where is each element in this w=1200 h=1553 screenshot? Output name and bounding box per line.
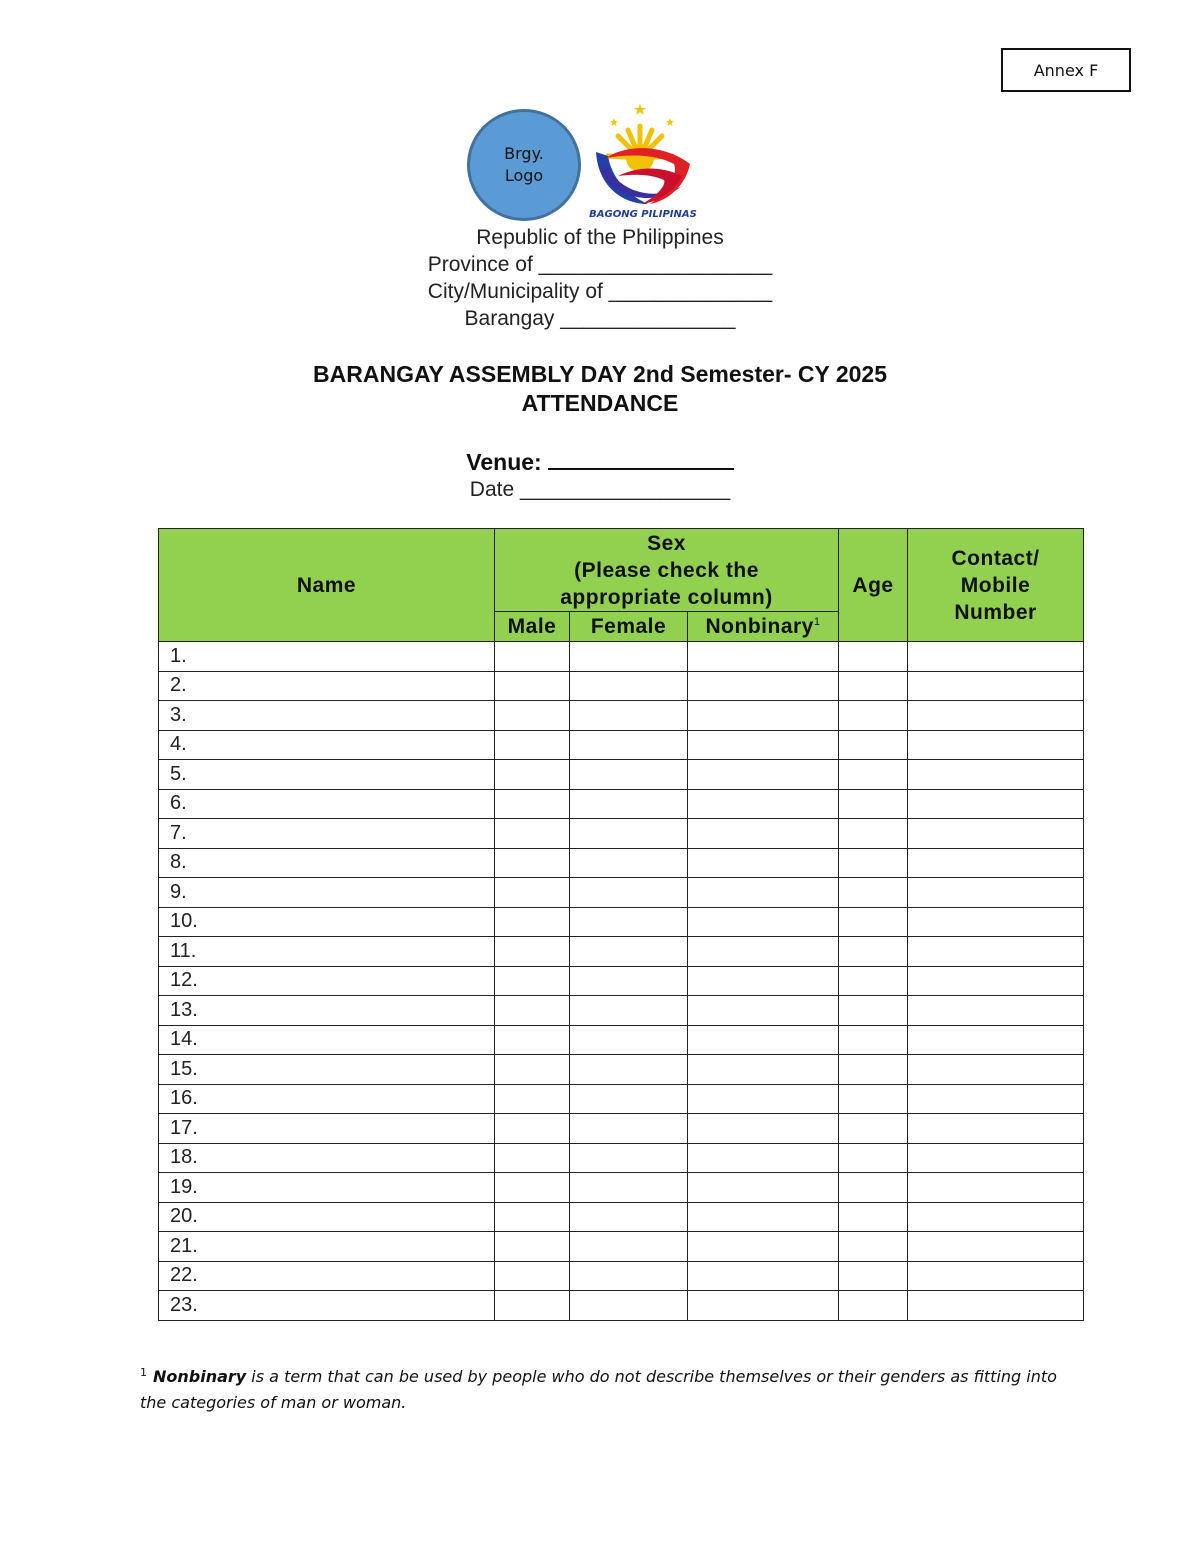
contact-cell[interactable] bbox=[908, 1025, 1084, 1055]
table-row bbox=[159, 1291, 1084, 1321]
contact-cell[interactable] bbox=[908, 1261, 1084, 1291]
age-cell[interactable] bbox=[839, 789, 908, 819]
male-cell[interactable] bbox=[495, 1025, 570, 1055]
contact-cell[interactable] bbox=[908, 701, 1084, 731]
male-cell[interactable] bbox=[495, 760, 570, 790]
name-cell[interactable]: 19. bbox=[159, 1173, 495, 1203]
name-cell[interactable]: 9. bbox=[159, 878, 495, 908]
contact-cell[interactable] bbox=[908, 1055, 1084, 1085]
name-cell[interactable]: 3. bbox=[159, 701, 495, 731]
table-row bbox=[159, 937, 1084, 967]
contact-cell[interactable] bbox=[908, 907, 1084, 937]
contact-cell[interactable] bbox=[908, 1114, 1084, 1144]
male-cell[interactable] bbox=[495, 642, 570, 672]
age-cell[interactable] bbox=[839, 1084, 908, 1114]
table-row bbox=[159, 671, 1084, 701]
nonbinary-cell[interactable] bbox=[688, 907, 839, 937]
footnote-mark: 1 bbox=[140, 1365, 147, 1379]
name-cell[interactable]: 21. bbox=[159, 1232, 495, 1262]
republic-line: Republic of the Philippines bbox=[476, 226, 724, 249]
nonbinary-cell[interactable] bbox=[688, 1143, 839, 1173]
nonbinary-cell[interactable] bbox=[688, 1025, 839, 1055]
female-cell[interactable] bbox=[570, 730, 688, 760]
document-title bbox=[0, 360, 1200, 418]
sex-title: Sex bbox=[647, 531, 686, 555]
table-row bbox=[159, 1232, 1084, 1262]
age-cell[interactable] bbox=[839, 671, 908, 701]
age-column-header: Age bbox=[839, 529, 908, 642]
female-cell[interactable] bbox=[570, 1291, 688, 1321]
female-cell[interactable] bbox=[570, 966, 688, 996]
nonbinary-cell[interactable] bbox=[688, 1114, 839, 1144]
female-cell[interactable] bbox=[570, 1173, 688, 1203]
venue-field bbox=[0, 446, 1200, 476]
male-cell[interactable] bbox=[495, 907, 570, 937]
name-cell[interactable]: 12. bbox=[159, 966, 495, 996]
table-row bbox=[159, 1173, 1084, 1203]
contact-cell[interactable] bbox=[908, 789, 1084, 819]
footnote-text: is a term that can be used by people who do not describe themselves or their genders as fitting into the categories of man or woman. bbox=[140, 1367, 1057, 1412]
table-row bbox=[159, 1114, 1084, 1144]
male-cell[interactable] bbox=[495, 878, 570, 908]
footnote-marker: 1 bbox=[813, 615, 821, 628]
female-cell[interactable] bbox=[570, 760, 688, 790]
male-cell[interactable] bbox=[495, 730, 570, 760]
nonbinary-cell[interactable] bbox=[688, 730, 839, 760]
male-cell[interactable] bbox=[495, 966, 570, 996]
barangay-line: Barangay _______________ bbox=[464, 307, 736, 330]
age-cell[interactable] bbox=[839, 1261, 908, 1291]
nonbinary-cell[interactable] bbox=[688, 671, 839, 701]
age-cell[interactable] bbox=[839, 1202, 908, 1232]
sex-column-header bbox=[495, 529, 839, 612]
name-cell[interactable]: 20. bbox=[159, 1202, 495, 1232]
contact-cell[interactable] bbox=[908, 760, 1084, 790]
male-cell[interactable] bbox=[495, 1084, 570, 1114]
nonbinary-cell[interactable] bbox=[688, 1055, 839, 1085]
male-cell[interactable] bbox=[495, 819, 570, 849]
annex-label: Annex F bbox=[1001, 48, 1131, 92]
contact-cell[interactable] bbox=[908, 966, 1084, 996]
bagong-pilipinas-text: BAGONG PILIPINAS bbox=[589, 209, 697, 220]
nonbinary-cell[interactable] bbox=[688, 1173, 839, 1203]
female-cell[interactable] bbox=[570, 878, 688, 908]
age-cell[interactable] bbox=[839, 701, 908, 731]
nonbinary-cell[interactable] bbox=[688, 966, 839, 996]
name-cell[interactable]: 18. bbox=[159, 1143, 495, 1173]
male-cell[interactable] bbox=[495, 1114, 570, 1144]
nonbinary-cell[interactable] bbox=[688, 937, 839, 967]
title-line1: BARANGAY ASSEMBLY DAY 2nd Semester- CY 2025 bbox=[313, 361, 887, 387]
female-cell[interactable] bbox=[570, 671, 688, 701]
name-cell[interactable]: 4. bbox=[159, 730, 495, 760]
brgy-logo-line2: Logo bbox=[504, 166, 544, 185]
age-cell[interactable] bbox=[839, 642, 908, 672]
table-row bbox=[159, 1084, 1084, 1114]
contact-cell[interactable] bbox=[908, 848, 1084, 878]
nonbinary-cell[interactable] bbox=[688, 1202, 839, 1232]
age-cell[interactable] bbox=[839, 1025, 908, 1055]
brgy-logo-line1: Brgy. bbox=[504, 144, 544, 163]
table-row bbox=[159, 878, 1084, 908]
name-cell[interactable]: 16. bbox=[159, 1084, 495, 1114]
bagong-pilipinas-logo bbox=[578, 100, 708, 222]
contact-column-header: Contact/ Mobile Number bbox=[908, 529, 1084, 642]
contact-cell[interactable] bbox=[908, 642, 1084, 672]
name-cell[interactable]: 1. bbox=[159, 642, 495, 672]
nonbinary-cell[interactable] bbox=[688, 1084, 839, 1114]
nonbinary-cell[interactable] bbox=[688, 1261, 839, 1291]
table-row bbox=[159, 966, 1084, 996]
title-line2: ATTENDANCE bbox=[521, 390, 679, 416]
age-cell[interactable] bbox=[839, 1232, 908, 1262]
age-cell[interactable] bbox=[839, 937, 908, 967]
male-cell[interactable] bbox=[495, 1291, 570, 1321]
table-row bbox=[159, 1261, 1084, 1291]
female-cell[interactable] bbox=[570, 701, 688, 731]
age-cell[interactable] bbox=[839, 907, 908, 937]
female-column-header: Female bbox=[570, 612, 688, 642]
table-row bbox=[159, 848, 1084, 878]
age-cell[interactable] bbox=[839, 1291, 908, 1321]
male-cell[interactable] bbox=[495, 1202, 570, 1232]
male-cell[interactable] bbox=[495, 789, 570, 819]
sex-note-line1: (Please check the bbox=[574, 558, 759, 582]
age-cell[interactable] bbox=[839, 878, 908, 908]
name-cell[interactable]: 7. bbox=[159, 819, 495, 849]
date-field: Date __________________ bbox=[469, 478, 731, 501]
contact-cell[interactable] bbox=[908, 671, 1084, 701]
table-row bbox=[159, 789, 1084, 819]
table-row bbox=[159, 1202, 1084, 1232]
female-cell[interactable] bbox=[570, 937, 688, 967]
name-cell[interactable]: 14. bbox=[159, 1025, 495, 1055]
contact-cell[interactable] bbox=[908, 1291, 1084, 1321]
male-cell[interactable] bbox=[495, 1055, 570, 1085]
footnote-term: Nonbinary bbox=[153, 1367, 247, 1386]
male-cell[interactable] bbox=[495, 1261, 570, 1291]
contact-cell[interactable] bbox=[908, 730, 1084, 760]
female-cell[interactable] bbox=[570, 1261, 688, 1291]
name-cell[interactable]: 13. bbox=[159, 996, 495, 1026]
age-cell[interactable] bbox=[839, 1055, 908, 1085]
province-line: Province of ____________________ bbox=[427, 253, 773, 276]
contact-cell[interactable] bbox=[908, 1232, 1084, 1262]
table-row bbox=[159, 1055, 1084, 1085]
name-cell[interactable]: 5. bbox=[159, 760, 495, 790]
nonbinary-cell[interactable] bbox=[688, 996, 839, 1026]
nonbinary-cell[interactable] bbox=[688, 760, 839, 790]
name-cell[interactable]: 11. bbox=[159, 937, 495, 967]
male-cell[interactable] bbox=[495, 701, 570, 731]
name-cell[interactable]: 10. bbox=[159, 907, 495, 937]
male-cell[interactable] bbox=[495, 671, 570, 701]
nonbinary-column-header: Nonbinary$^1$ bbox=[688, 612, 839, 642]
nonbinary-cell[interactable] bbox=[688, 1232, 839, 1262]
contact-cell[interactable] bbox=[908, 1173, 1084, 1203]
female-cell[interactable] bbox=[570, 819, 688, 849]
nonbinary-cell[interactable] bbox=[688, 701, 839, 731]
male-cell[interactable] bbox=[495, 1143, 570, 1173]
female-cell[interactable] bbox=[570, 1202, 688, 1232]
name-cell[interactable]: 17. bbox=[159, 1114, 495, 1144]
contact-cell[interactable] bbox=[908, 937, 1084, 967]
male-column-header: Male bbox=[495, 612, 570, 642]
female-cell[interactable] bbox=[570, 1114, 688, 1144]
female-cell[interactable] bbox=[570, 1055, 688, 1085]
table-row bbox=[159, 996, 1084, 1026]
female-cell[interactable] bbox=[570, 1084, 688, 1114]
nonbinary-cell[interactable] bbox=[688, 819, 839, 849]
attendance-rows bbox=[159, 642, 1084, 1321]
female-cell[interactable] bbox=[570, 1232, 688, 1262]
male-cell[interactable] bbox=[495, 848, 570, 878]
female-cell[interactable] bbox=[570, 1025, 688, 1055]
age-cell[interactable] bbox=[839, 996, 908, 1026]
name-cell[interactable]: 22. bbox=[159, 1261, 495, 1291]
contact-cell[interactable] bbox=[908, 996, 1084, 1026]
table-row bbox=[159, 819, 1084, 849]
age-cell[interactable] bbox=[839, 1143, 908, 1173]
star-icon bbox=[634, 104, 646, 115]
male-cell[interactable] bbox=[495, 1232, 570, 1262]
name-column-header: Name bbox=[159, 529, 495, 642]
star-icon bbox=[666, 118, 674, 126]
nonbinary-cell[interactable] bbox=[688, 642, 839, 672]
document-header bbox=[0, 224, 1200, 332]
footnote bbox=[140, 1364, 1070, 1416]
contact-cell[interactable] bbox=[908, 819, 1084, 849]
name-cell[interactable]: 8. bbox=[159, 848, 495, 878]
female-cell[interactable] bbox=[570, 996, 688, 1026]
contact-cell[interactable] bbox=[908, 1202, 1084, 1232]
table-row bbox=[159, 730, 1084, 760]
attendance-table bbox=[158, 528, 1084, 1321]
name-cell[interactable]: 2. bbox=[159, 671, 495, 701]
table-row bbox=[159, 642, 1084, 672]
table-row bbox=[159, 701, 1084, 731]
sex-note-line2: appropriate column) bbox=[560, 585, 773, 609]
nonbinary-cell[interactable] bbox=[688, 848, 839, 878]
contact-cell[interactable] bbox=[908, 1143, 1084, 1173]
age-cell[interactable] bbox=[839, 1114, 908, 1144]
contact-cell[interactable] bbox=[908, 878, 1084, 908]
name-cell[interactable]: 15. bbox=[159, 1055, 495, 1085]
name-cell[interactable]: 23. bbox=[159, 1291, 495, 1321]
contact-cell[interactable] bbox=[908, 1084, 1084, 1114]
nonbinary-cell[interactable] bbox=[688, 1291, 839, 1321]
city-line: City/Municipality of ______________ bbox=[427, 280, 773, 303]
female-cell[interactable] bbox=[570, 642, 688, 672]
barangay-logo-placeholder bbox=[467, 109, 581, 221]
female-cell[interactable] bbox=[570, 1143, 688, 1173]
name-cell[interactable]: 6. bbox=[159, 789, 495, 819]
age-cell[interactable] bbox=[839, 819, 908, 849]
age-cell[interactable] bbox=[839, 848, 908, 878]
male-cell[interactable] bbox=[495, 1173, 570, 1203]
male-cell[interactable] bbox=[495, 937, 570, 967]
star-icon bbox=[610, 118, 618, 126]
age-cell[interactable] bbox=[839, 760, 908, 790]
table-row bbox=[159, 907, 1084, 937]
nonbinary-cell[interactable] bbox=[688, 789, 839, 819]
nonbinary-cell[interactable] bbox=[688, 878, 839, 908]
age-cell[interactable] bbox=[839, 966, 908, 996]
table-row bbox=[159, 1143, 1084, 1173]
table-row bbox=[159, 760, 1084, 790]
venue-label: Venue: bbox=[466, 449, 542, 475]
venue-blank[interactable] bbox=[548, 446, 734, 470]
female-cell[interactable] bbox=[570, 848, 688, 878]
table-row bbox=[159, 1025, 1084, 1055]
female-cell[interactable] bbox=[570, 907, 688, 937]
age-cell[interactable] bbox=[839, 1173, 908, 1203]
female-cell[interactable] bbox=[570, 789, 688, 819]
male-cell[interactable] bbox=[495, 996, 570, 1026]
age-cell[interactable] bbox=[839, 730, 908, 760]
